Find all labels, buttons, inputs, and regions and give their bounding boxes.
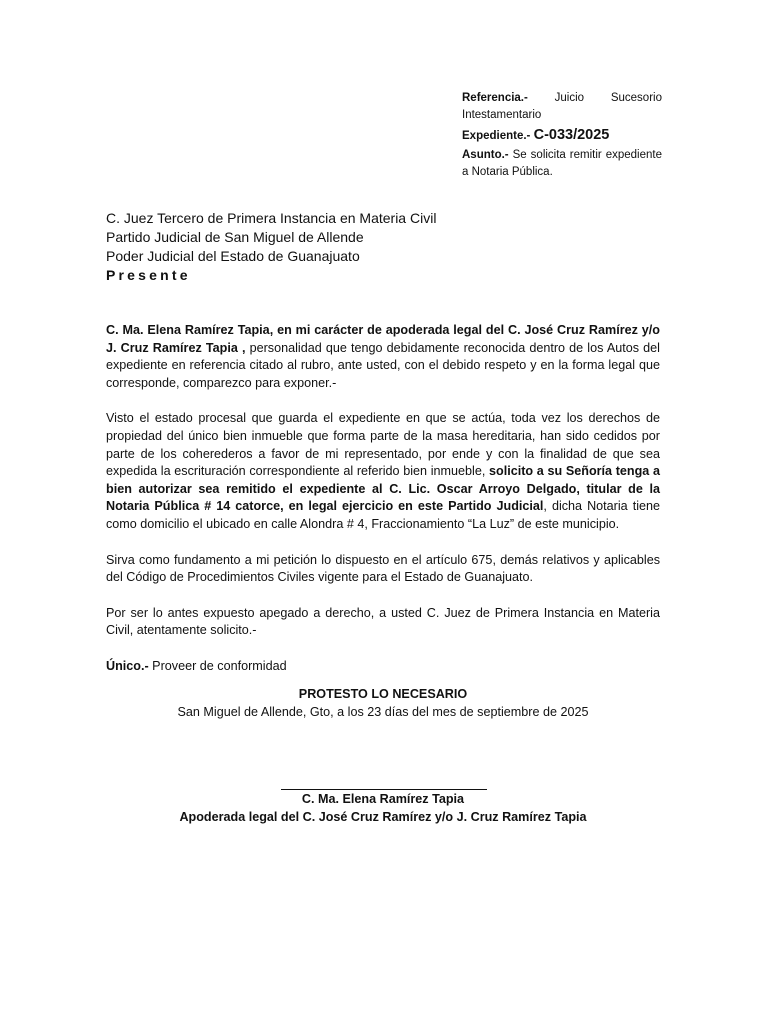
asunto-text-1: Se solicita remitir expediente — [512, 149, 662, 161]
paragraph-fundamento: Sirva como fundamento a mi petición lo dispuesto en el artículo 675, demás relativos y aplicables del Código de Procedimientos Civiles vigente para el Estado de Guanajuato. — [106, 552, 660, 585]
referencia-line — [462, 90, 662, 107]
addressee-district: Partido Judicial de San Miguel de Allende — [106, 229, 364, 245]
place-date: San Miguel de Allende, Gto, a los 23 días del mes de septiembre de 2025 — [177, 704, 589, 719]
letter-body — [106, 322, 660, 694]
request-text-2: , dicha Notaria tiene como domicilio el ubicado en calle Alondra # 4, Fraccionamiento “La Luz” de este municipio. — [106, 499, 660, 531]
closing-block — [106, 686, 660, 721]
referencia-continuation: Intestamentario — [462, 109, 542, 121]
addressee-block — [106, 209, 666, 285]
unico-label: Único.- — [106, 658, 149, 673]
signature-line — [281, 789, 487, 790]
paragraph-unico — [106, 658, 660, 676]
signer-name: C. Ma. Elena Ramírez Tapia — [301, 792, 465, 806]
intro-bold: C. Ma. Elena Ramírez Tapia, en mi carácter de apoderada legal del C. José Cruz Ramírez y/o J. Cruz Ramírez Tapia , — [106, 323, 660, 355]
paragraph-request — [106, 410, 660, 533]
protesto-heading: PROTESTO LO NECESARIO — [298, 687, 468, 701]
paragraph-solicito: Por ser lo antes expuesto apegado a derecho, a usted C. Juez de Primera Instancia en Materia Civil, atentamente solicito.- — [106, 605, 660, 638]
addressee-power: Poder Judicial del Estado de Guanajuato — [106, 248, 360, 264]
referencia-word-2: Sucesorio — [610, 92, 662, 104]
expediente-line — [462, 127, 662, 145]
request-bold: solicito a su Señoría tenga a bien autorizar sea remitido el expediente al C. Lic. Oscar Arroyo Delgado, titular de la Notaria Pública # 14 catorce, en legal ejercicio en este Partido Judicial — [106, 464, 660, 514]
reference-block — [462, 90, 662, 181]
referencia-word-1: Juicio — [554, 92, 585, 104]
asunto-line — [462, 147, 662, 164]
addressee-judge: C. Juez Tercero de Primera Instancia en Materia Civil — [106, 210, 437, 226]
intro-text: personalidad que tengo debidamente reconocida dentro de los Autos del expediente en referencia citado al rubro, ante usted, con el debido respeto y en la forma legal que corresponde, comparezco para exponer.- — [106, 340, 660, 390]
expediente-value: C-033/2025 — [533, 127, 610, 143]
signer-block — [106, 791, 660, 826]
referencia-label: Referencia.- — [462, 92, 528, 104]
signer-role: Apoderada legal del C. José Cruz Ramírez y/o J. Cruz Ramírez Tapia — [179, 809, 587, 824]
paragraph-intro — [106, 322, 660, 392]
expediente-label: Expediente.- — [462, 130, 531, 142]
addressee-presente: Presente — [106, 267, 191, 283]
asunto-text-2: a Notaria Pública. — [462, 166, 553, 178]
unico-text: Proveer de conformidad — [148, 658, 287, 673]
asunto-label: Asunto.- — [462, 149, 509, 161]
request-text-1: Visto el estado procesal que guarda el expediente en que se actúa, toda vez los derechos de propiedad del único bien inmueble que forma parte de la masa hereditaria, han sido cedidos por parte de los coherederos a favor de mi representado, por ende y con la finalidad de que sea expedida la escrituración correspondiente al referido bien inmueble, — [106, 411, 660, 479]
